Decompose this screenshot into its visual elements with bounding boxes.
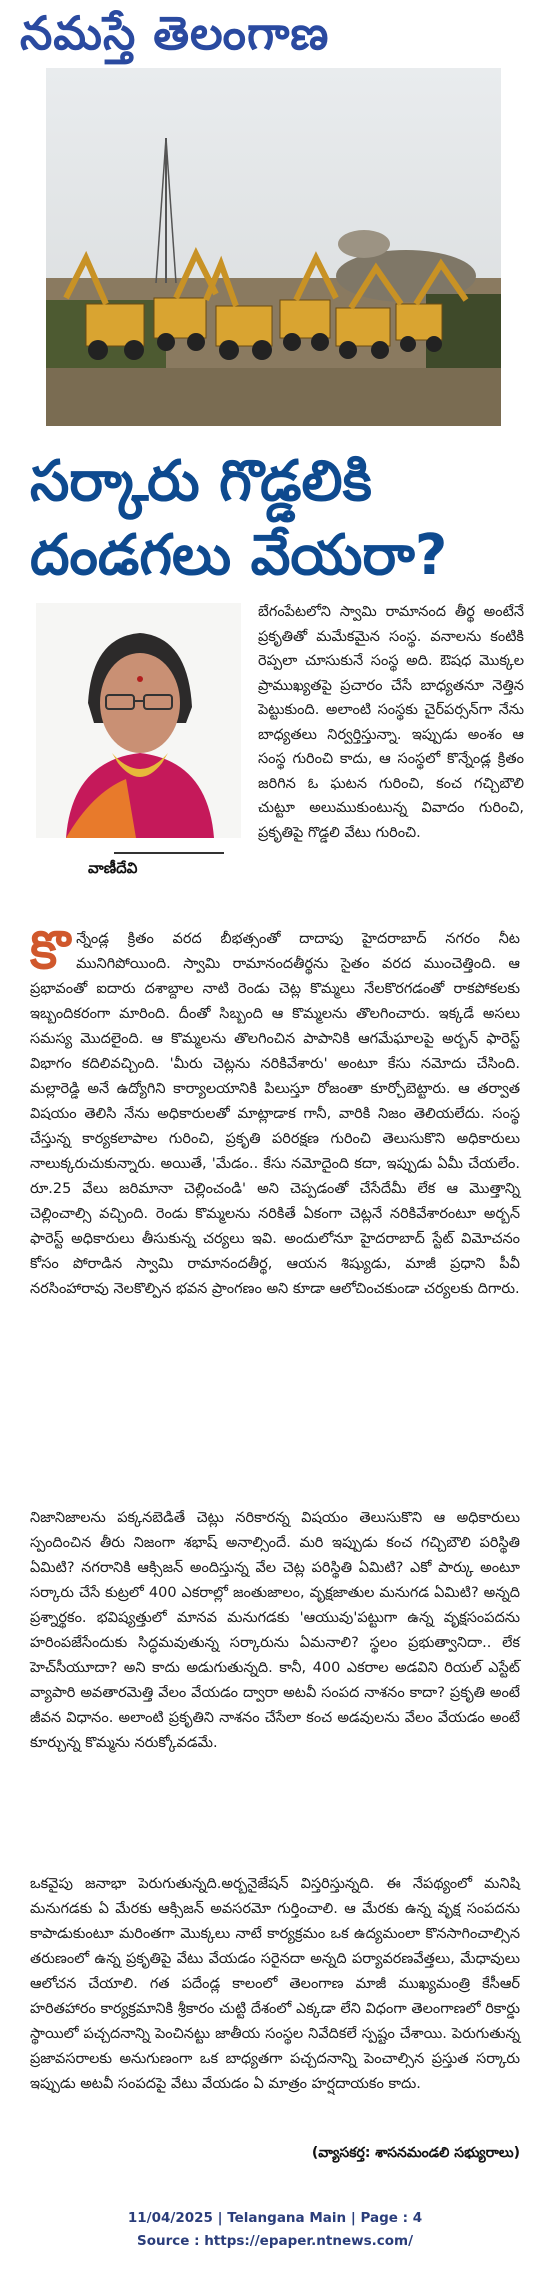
intro-paragraph: బేగంపేటలోని స్వామి రామానంద తీర్థ అంటేనే ప్రకృతితో మమేకమైన సంస్థ. వనాలను కంటికి రెప్పలా చూసుకునే సంస్థ అది. ఔషధ మొక్కల ప్రాముఖ్యతపై ప్రచారం చేసే బాధ్యతనూ నెత్తిన పెట్టుకుంది. అలాంటి సంస్థకు చైర్‌పర్సన్‌గా నేను బాధ్యతలు నిర్వర్తిస్తున్నా. ఇప్పుడు అంశం ఆ సంస్థ గురించి కాదు, ఆ సంస్థలో కొన్నేండ్ల క్రితం జరిగిన ఓ ఘటన గురించి, కంచ గచ్చిబౌలి చుట్టూ అలుముకుంటున్న వివాదం గురించి, ప్రకృతిపై గొడ్డలి వేటు గురించి. bbox=[258, 604, 524, 841]
masthead bbox=[0, 0, 550, 68]
footer-source: Source : https://epaper.ntnews.com/ bbox=[136, 2233, 414, 2249]
author-credit: (వ్యాసకర్త: శాసనమండలి సభ్యురాలు) bbox=[311, 2145, 520, 2161]
headline-line-1: సర్కారు గొడ్డలికి bbox=[30, 449, 372, 514]
excavators-image bbox=[46, 68, 501, 426]
news-photo-bulldozers bbox=[46, 68, 501, 426]
author-name: వాణీదేవి bbox=[88, 859, 138, 877]
footer-date-page: 11/04/2025 | Telangana Main | Page : 4 bbox=[127, 2210, 423, 2226]
headline-line-2: దండగలు వేయరా? bbox=[30, 523, 448, 588]
author-divider bbox=[114, 852, 224, 854]
body-paragraph-1-text: న్నేండ్ల క్రితం వరద బీభత్సంతో దాదాపు హైదరాబాద్‌ నగరం నీట మునిగిపోయింది. స్వామి రామానందతీర్థను సైతం వరద ముంచెత్తింది. ఆ ప్రభావంతో ఐదారు దశాబ్దాల నాటి రెండు చెట్ల కొమ్మలు నేలకొరగడంతో రాకపోకలకు ఇబ్బందికరంగా మారింది. దీంతో సిబ్బంది ఆ కొమ్మలను తొలగించారు. ఇక్కడే అసలు సమస్య మొదలైంది. ఆ కొమ్మలను తొలగించిన పాపానికి ఆగమేఘాలపై అర్బన్‌ ఫారెస్ట్‌ విభాగం కదిలివచ్చింది. 'మీరు చెట్లను నరికివేశారు' అంటూ కేసు నమోదు చేసింది. మల్లారెడ్డి అనే ఉద్యోగిని కార్యాలయానికి పిలుస్తూ రోజంతా కూర్చోబెట్టారు. ఆ తర్వాత విషయం తెలిసి నేను అధికారులతో మాట్లాడాక గానీ, వారికి నిజం తెలియలేదు. సంస్థ చేస్తున్న కార్యకలాపాల గురించి, ప్రకృతి పరిరక్షణ గురించి తెలుసుకొని అధికారులు నాలుక్కరుచుకున్నారు. అయితే, 'మేడం.. కేసు నమోదైంది కదా, ఇప్పుడు ఏమీ చేయలేం. రూ.25 వేలు జరిమానా చెల్లించండి' అని చెప్పడంతో చేసేదేమీ లేక ఆ మొత్తాన్ని చెల్లించాల్సి వచ్చింది. రెండు కొమ్మలను నరికితే ఏకంగా చెట్లనే నరికివేశారంటూ అర్బన్‌ ఫారెస్ట్‌ అధికారులు తీసుకున్న చర్యలు ఇవి. అందులోనూ హైదరాబాద్‌ స్టేట్‌ విమోచనం కోసం పోరాడిన స్వామి రామానందతీర్థ, ఆయన శిష్యుడు, మాజీ ప్రధాని పీవీ నరసింహారావు నెలకొల్పిన భవన ప్రాంగణం అని కూడా ఆలోచించకుండా చర్యలకు దిగారు. bbox=[30, 931, 520, 1297]
body-paragraph-3: ఒకవైపు జనాభా పెరుగుతున్నది.అర్బనైజేషన్‌ విస్తరిస్తున్నది. ఈ నేపథ్యంలో మనిషి మనుగడకు ఏ మేరకు ఆక్సిజన్‌ అవసరమో గుర్తించాలి. ఆ మేరకు ఉన్న వృక్ష సంపదను కాపాడుకుంటూ మరింతగా మొక్కలు నాటే కార్యక్రమం ఒక ఉద్యమంలా కొనసాగించాల్సిన తరుణంలో ఉన్న ప్రకృతిపై వేటు వేయడం సరైనదా అన్నది పర్యావరణవేత్తలు, మేధావులు ఆలోచన చేయాలి. గత పదేండ్ల కాలంలో తెలంగాణ మాజీ ముఖ్యమంత్రి కేసీఆర్‌ హరితహారం కార్యక్రమానికి శ్రీకారం చుట్టి దేశంలో ఎక్కడా లేని విధంగా తెలంగాణలో రికార్డు స్థాయిలో పచ్చదనాన్ని పెంచినట్టు జాతీయ సంస్థల నివేదికలే స్పష్టం చేశాయి. పెరుగుతున్న ప్రజావసరాలకు అనుగుణంగా ఒక బాధ్యతగా పచ్చదనాన్ని పెంచాల్సిన ప్రస్తుత సర్కారు ఇప్పుడు అటవీ సంపదపై వేటు వేయడం ఏ మాత్రం హర్షదాయకం కాదు. bbox=[30, 1876, 520, 2092]
drop-cap: కొ bbox=[30, 921, 71, 981]
masthead-title: నమస్తే తెలంగాణ bbox=[20, 6, 330, 60]
article-headline bbox=[30, 445, 530, 593]
body-paragraph-2: నిజానిజాలను పక్కనబెడితే చెట్లు నరికారన్న విషయం తెలుసుకొని ఆ అధికారులు స్పందించిన తీరు నిజంగా శభాష్‌ అనాల్సిందే. మరి ఇప్పుడు కంచ గచ్చిబౌలి పరిస్థితి ఏమిటి? నగరానికి ఆక్సిజన్‌ అందిస్తున్న వేల చెట్ల పరిస్థితి ఏమిటి? ఎకో పార్కు అంటూ సర్కారు చేసే కుట్రలో 400 ఎకరాల్లో జంతుజాలం, వృక్షజాతుల మనుగడ ఏమిటి? అన్నది ప్రశ్నార్థకం. భవిష్యత్తులో మానవ మనుగడకు 'ఆయువు'పట్టుగా ఉన్న వృక్షసంపదను హరింపజేసేందుకు సిద్ధమవుతున్న సర్కారును ఏమనాలి? స్థలం ప్రభుత్వానిదా.. లేక హెచ్‌సీయూదా? అని కాదు అడుగుతున్నది. కానీ, 400 ఎకరాల అడవిని రియల్‌ ఎస్టేట్‌ వ్యాపారి అవతారమెత్తి వేలం వేయడం ద్వారా అటవీ సంపద నాశనం కాదా? ప్రకృతి అంటే జీవన విధానం. అలాంటి ప్రకృతిని నాశనం చేసేలా కంచ అడవులను వేలం వేయడం అంటే కూర్చున్న కొమ్మను నరుక్కోవడమే. bbox=[30, 1510, 520, 1751]
author-photo bbox=[36, 603, 241, 838]
author-portrait-image bbox=[36, 603, 241, 838]
body-paragraph-1 bbox=[30, 921, 520, 1302]
author-block bbox=[36, 603, 264, 905]
